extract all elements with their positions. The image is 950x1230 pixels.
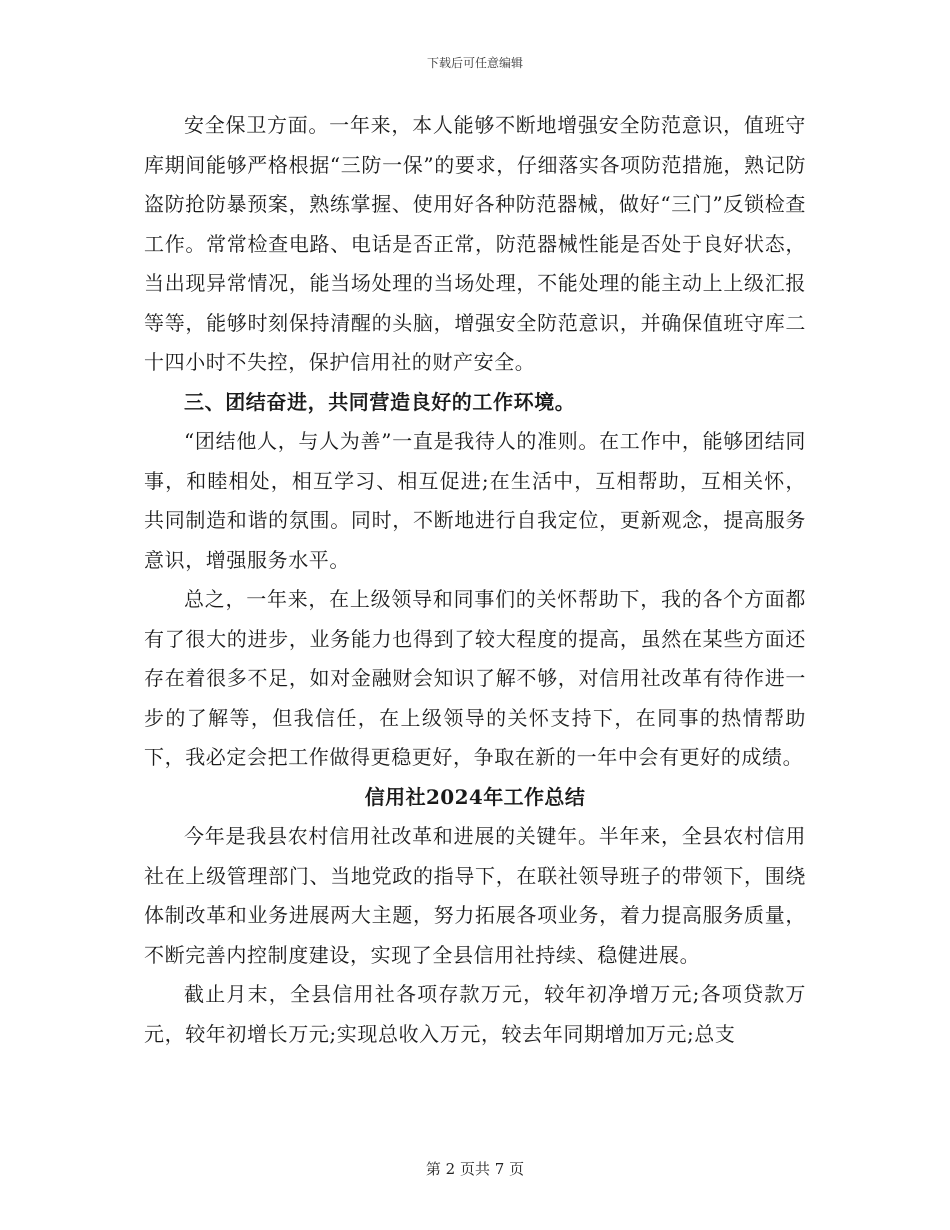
document-body <box>144 106 806 1054</box>
paragraph-security: 安全保卫方面。一年来，本人能够不断地增强安全防范意识，值班守库期间能够严格根据“三防一保”的要求，仔细落实各项防范措施，熟记防盗防抢防暴预案，熟练掌握、使用好各种防范器械，做好“三门”反锁检查工作。常常检查电路、电话是否正常，防范器械性能是否处于良好状态，当出现异常情况，能当场处理的当场处理，不能处理的能主动上上级汇报等等，能够时刻保持清醒的头脑，增强安全防范意识，并确保值班守库二十四小时不失控，保护信用社的财产安全。 <box>144 113 806 374</box>
paragraph-unity: “团结他人，与人为善”一直是我待人的准则。在工作中，能够团结同事，和睦相处，相互学习、相互促进;在生活中，互相帮助，互相关怀，共同制造和谐的氛围。同时，不断地进行自我定位，更新观念，提高服务意识，增强服务水平。 <box>144 429 806 572</box>
page-footer: 第 2 页共 7 页 <box>425 1160 525 1178</box>
paragraph-conclusion: 总之，一年来，在上级领导和同事们的关怀帮助下，我的各个方面都有了很大的进步，业务能力也得到了较大程度的提高，虽然在某些方面还存在着很多不足，如对金融财会知识了解不够，对信用社改革有待作进一步的了解等，但我信任，在上级领导的关怀支持下，在同事的热情帮助下，我必定会把工作做得更稳更好，争取在新的一年中会有更好的成绩。 <box>144 587 806 769</box>
paragraph-statistics: 截止月末，全县信用社各项存款万元，较年初净增万元;各项贷款万元，较年初增长万元;实现总收入万元，较去年同期增加万元;总支 <box>144 982 806 1046</box>
paragraph-intro: 今年是我县农村信用社改革和进展的关键年。半年来，全县农村信用社在上级管理部门、当地党政的指导下，在联社领导班子的带领下，围绕体制改革和业务进展两大主题，努力拓展各项业务，着力提高服务质量，不断完善内控制度建设，实现了全县信用社持续、稳健进展。 <box>144 824 806 967</box>
section-heading-unity: 三、团结奋进，共同营造良好的工作环境。 <box>184 389 576 414</box>
document-title: 信用社2024年工作总结 <box>364 784 586 809</box>
page-header: 下载后可任意编辑 <box>426 56 523 70</box>
